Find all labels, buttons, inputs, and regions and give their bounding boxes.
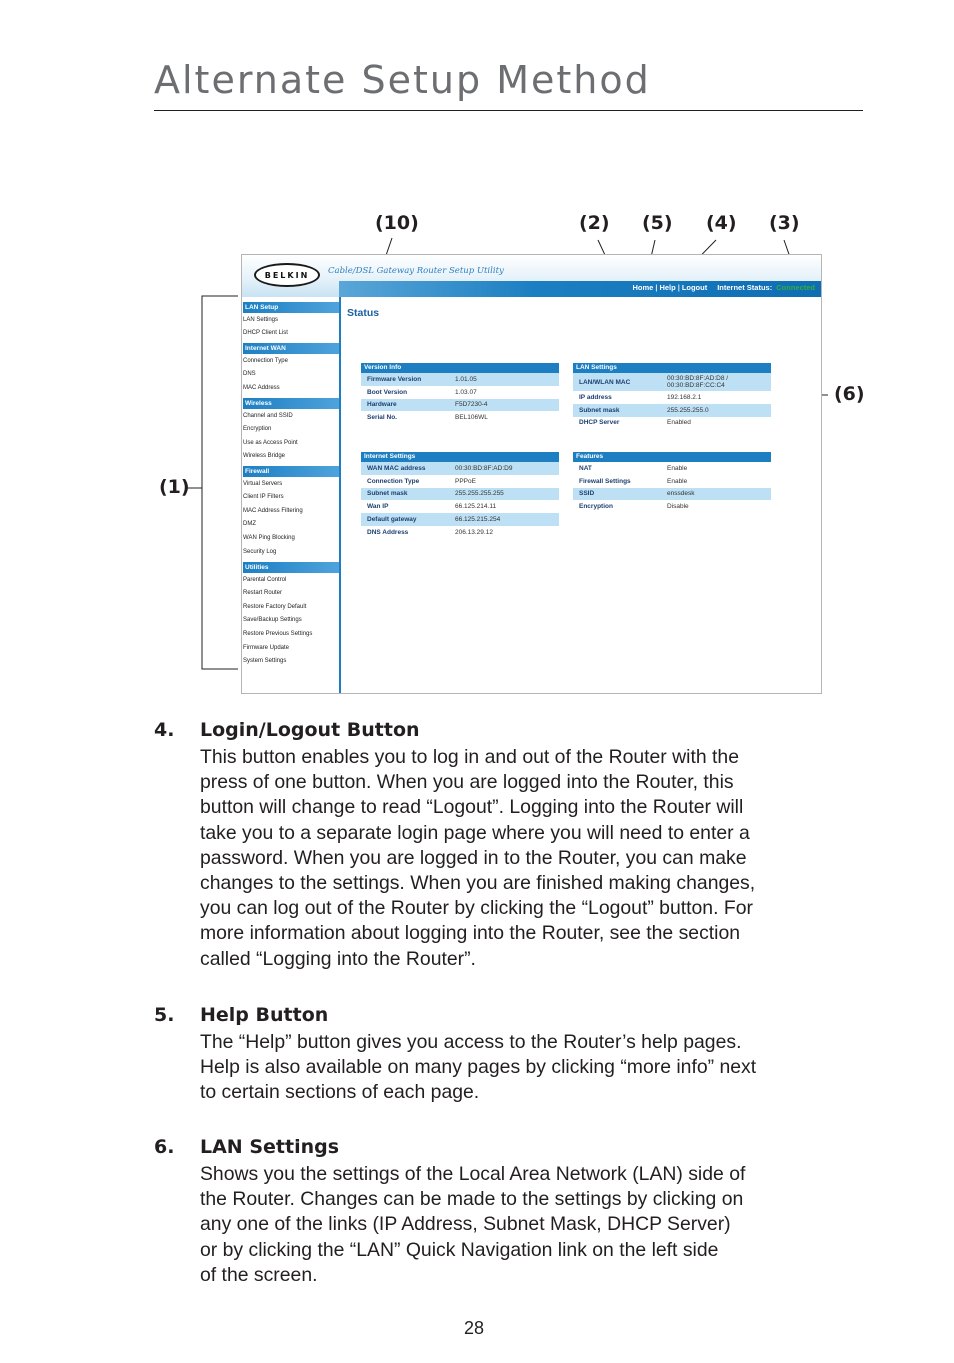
row-label: DNS Address (367, 528, 409, 536)
nav-separator: | (655, 283, 658, 292)
callout-10: (10) (375, 212, 419, 234)
sidebar-item-wireless-bridge[interactable]: Wireless Bridge (243, 453, 286, 459)
sidebar-item-mac-filtering[interactable]: MAC Address Filtering (243, 508, 303, 514)
item-heading: Help Button (200, 1004, 329, 1026)
body-line: Shows you the settings of the Local Area Network (LAN) side of (200, 1163, 746, 1185)
body-line: This button enables you to log in and out of the Router with the (200, 746, 739, 768)
row-label: NAT (579, 464, 592, 472)
sidebar-item-client-ip-filters[interactable]: Client IP Filters (243, 494, 284, 500)
row-label: Boot Version (367, 388, 408, 396)
title-divider (154, 110, 863, 111)
row-label: Firewall Settings (579, 477, 631, 485)
item-number: 5. (154, 1004, 175, 1026)
body-line: password. When you are logged in to the Router, you can make (200, 846, 747, 869)
row-value: F5D7230-4 (455, 401, 488, 409)
body-line: or by clicking the “LAN” Quick Navigation link on the left side (200, 1238, 719, 1261)
callout-6: (6) (834, 383, 865, 405)
body-line: button will change to read “Logout”. Logging into the Router will (200, 796, 744, 819)
router-main-panel (341, 297, 821, 694)
version-info-heading: Version Info (361, 363, 559, 373)
row-label: Firmware Version (367, 375, 422, 383)
subnet-mask-link[interactable]: Subnet mask (579, 406, 620, 414)
version-info-table (361, 363, 559, 424)
sidebar-item-restore-factory-default[interactable]: Restore Factory Default (243, 604, 307, 610)
help-link[interactable]: Help (659, 283, 676, 292)
row-value: 206.13.29.12 (455, 528, 493, 536)
table-row (573, 500, 771, 513)
row-value: 66.125.215.254 (455, 516, 501, 524)
table-row (361, 488, 559, 501)
row-label: SSID (579, 490, 595, 498)
sidebar-item-firmware-update[interactable]: Firmware Update (243, 645, 290, 651)
table-row (361, 513, 559, 526)
row-value: 00:30:BD:8F:CC:C4 (667, 382, 725, 389)
body-line: The “Help” button gives you access to the Router’s help pages. (200, 1031, 742, 1053)
table-row (573, 417, 771, 430)
table-row (573, 475, 771, 488)
sidebar-item-dmz[interactable]: DMZ (243, 521, 256, 527)
item-body (200, 1030, 864, 1106)
table-row (361, 411, 559, 424)
belkin-logo: BELKIN (254, 263, 320, 287)
sidebar-item-mac-address[interactable]: MAC Address (243, 385, 280, 391)
table-row (361, 373, 559, 386)
row-value-multi (667, 375, 728, 389)
sidebar-item-dhcp-client-list[interactable]: DHCP Client List (243, 330, 288, 336)
features-table (573, 452, 771, 513)
item-heading: LAN Settings (200, 1136, 340, 1158)
status-title: Status (347, 307, 380, 319)
row-value: 255.255.255.0 (667, 406, 709, 414)
sidebar-item-dns[interactable]: DNS (243, 371, 256, 377)
row-label: Serial No. (367, 414, 397, 422)
body-line: to certain sections of each page. (200, 1081, 480, 1104)
item-number: 6. (154, 1136, 175, 1158)
item-heading: Login/Logout Button (200, 719, 420, 741)
row-value: 00:30:BD:8F:AD:D9 (455, 464, 513, 472)
sidebar-item-system-settings[interactable]: System Settings (243, 658, 287, 664)
sidebar-heading-internet-wan[interactable]: Internet WAN (243, 343, 339, 354)
item-help-button (154, 1004, 864, 1114)
internet-status-value: Connected (776, 283, 815, 292)
row-value: Disable (667, 503, 689, 511)
body-line: press of one button. When you are logged into the Router, this (200, 771, 734, 794)
body-line: more information about logging into the Router, see the section (200, 922, 741, 945)
sidebar-heading-utilities[interactable]: Utilities (243, 562, 339, 573)
sidebar-item-connection-type[interactable]: Connection Type (243, 358, 288, 364)
callout-1: (1) (159, 476, 190, 498)
table-row (361, 475, 559, 488)
sidebar-item-restore-previous[interactable]: Restore Previous Settings (243, 631, 313, 637)
table-row (361, 462, 559, 475)
row-value: BEL106WL (455, 414, 488, 422)
callout-3: (3) (769, 212, 800, 234)
row-value: 00:30:BD:8F:AD:D8 / (667, 375, 729, 382)
lan-settings-table (573, 363, 771, 429)
table-row (361, 500, 559, 513)
row-value: 1.03.07 (455, 388, 477, 396)
row-value: Enable (667, 477, 688, 485)
row-label: Connection Type (367, 477, 420, 485)
row-value: Enable (667, 464, 688, 472)
body-line: changes to the settings. When you are finished making changes, (200, 872, 756, 895)
home-link[interactable]: Home (632, 283, 654, 292)
page-title: Alternate Setup Method (154, 58, 651, 102)
item-number: 4. (154, 719, 175, 741)
sidebar-item-save-backup[interactable]: Save/Backup Settings (243, 617, 302, 623)
body-line: called “Logging into the Router”. (200, 947, 476, 970)
router-sidebar (242, 297, 341, 694)
row-value: 192.168.2.1 (667, 393, 702, 401)
nav-links (632, 283, 815, 292)
row-value: 1.01.05 (455, 375, 477, 383)
row-value: 255.255.255.255 (455, 490, 504, 498)
row-label: Wan IP (367, 503, 389, 511)
item-login-logout (154, 719, 864, 979)
table-row (573, 488, 771, 501)
callout-4: (4) (706, 212, 737, 234)
callout-2: (2) (579, 212, 610, 234)
row-value: enssdesk (667, 490, 695, 498)
page-number: 28 (464, 1318, 485, 1338)
item-lan-settings (154, 1136, 864, 1296)
features-heading: Features (573, 452, 771, 462)
item-body (200, 745, 864, 972)
internet-settings-heading: Internet Settings (361, 452, 559, 462)
table-row (573, 462, 771, 475)
row-label: Subnet mask (367, 490, 408, 498)
body-line: of the screen. (200, 1263, 318, 1286)
nav-spacer (709, 283, 715, 292)
internet-status-label: Internet Status: (717, 283, 773, 292)
sidebar-item-wan-ping-blocking[interactable]: WAN Ping Blocking (243, 535, 295, 541)
row-label: Hardware (367, 401, 397, 409)
body-line: you can log out of the Router by clicking the “Logout” button. For (200, 897, 753, 920)
nav-separator: | (677, 283, 680, 292)
body-line: take you to a separate login page where you will need to enter a (200, 821, 750, 844)
sidebar-item-restart-router[interactable]: Restart Router (243, 590, 283, 596)
dhcp-server-link[interactable]: DHCP Server (579, 419, 620, 427)
sidebar-item-lan-settings[interactable]: LAN Settings (243, 317, 279, 323)
table-row (361, 386, 559, 399)
table-row (361, 399, 559, 412)
row-value: PPPoE (455, 477, 476, 485)
row-label: Encryption (579, 503, 613, 511)
sidebar-heading-wireless[interactable]: Wireless (243, 398, 339, 409)
sidebar-item-access-point[interactable]: Use as Access Point (243, 440, 298, 446)
callout-5: (5) (642, 212, 673, 234)
row-value: 66.125.214.11 (455, 503, 497, 511)
ip-address-link[interactable]: IP address (579, 393, 612, 401)
sidebar-item-virtual-servers[interactable]: Virtual Servers (243, 481, 283, 487)
logout-button[interactable]: Logout (681, 283, 708, 292)
sidebar-item-security-log[interactable]: Security Log (243, 549, 277, 555)
body-line: any one of the links (IP Address, Subnet Mask, DHCP Server) (200, 1213, 731, 1236)
table-row (361, 526, 559, 539)
table-row (573, 391, 771, 404)
utility-title: Cable/DSL Gateway Router Setup Utility (328, 266, 504, 276)
router-header (242, 255, 821, 297)
internet-settings-table (361, 452, 559, 539)
sidebar-heading-firewall[interactable]: Firewall (243, 466, 339, 477)
lan-settings-heading[interactable]: LAN Settings (573, 363, 771, 373)
row-label: LAN/WLAN MAC (579, 378, 631, 386)
sidebar-heading-lan-setup[interactable]: LAN Setup (243, 302, 339, 313)
row-label: WAN MAC address (367, 464, 426, 472)
table-row (573, 404, 771, 417)
sidebar-item-channel-ssid[interactable]: Channel and SSID (243, 413, 293, 419)
body-line: the Router. Changes can be made to the settings by clicking on (200, 1188, 744, 1211)
body-line: Help is also available on many pages by clicking “more info” next (200, 1056, 757, 1079)
row-value: Enabled (667, 419, 691, 427)
router-status-screenshot (241, 254, 822, 694)
sidebar-item-encryption[interactable]: Encryption (243, 426, 272, 432)
row-label: Default gateway (367, 516, 417, 524)
sidebar-item-parental-control[interactable]: Parental Control (243, 577, 287, 583)
item-body (200, 1162, 864, 1288)
table-row (573, 373, 771, 391)
